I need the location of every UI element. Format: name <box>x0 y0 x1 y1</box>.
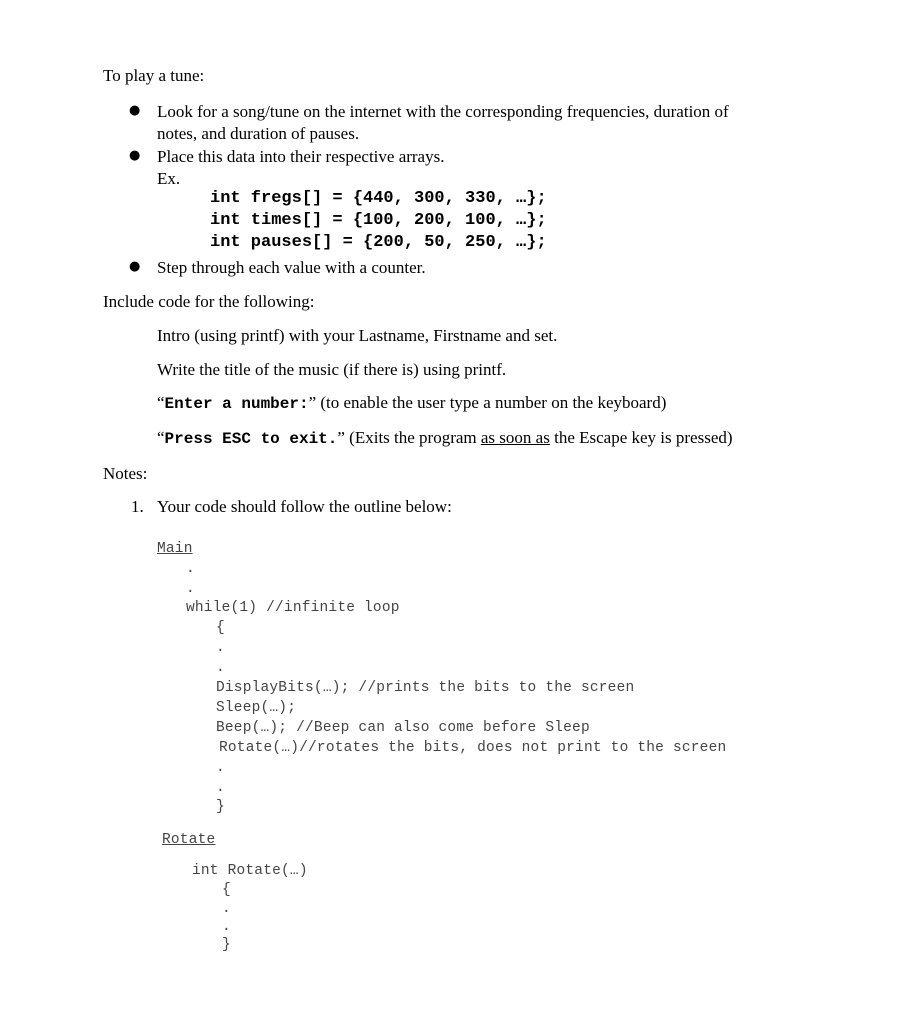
bullet-dot-icon: ● <box>129 259 141 274</box>
include-title: Write the title of the music (if there is) using printf. <box>157 360 507 379</box>
array-freqs-code: int fregs[] = {440, 300, 330, …}; <box>210 189 547 208</box>
example-label: Ex. <box>157 169 181 188</box>
notes-heading: Notes: <box>103 464 148 483</box>
quote-open: “ <box>157 428 165 447</box>
outline-beep-line: Beep(…); //Beep can also come before Sleep <box>216 720 590 736</box>
outline-close-brace: } <box>216 799 225 815</box>
outline-main-label: Main <box>157 541 193 557</box>
array-pauses-code: int pauses[] = {200, 50, 250, …}; <box>210 233 547 252</box>
bullet-2-text: Place this data into their respective arrays. <box>157 147 445 166</box>
enter-number-desc: ” (to enable the user type a number on the keyboard) <box>308 393 667 412</box>
outline-rotate-line: Rotate(…)//rotates the bits, does not print to the screen <box>219 740 727 756</box>
outline-dot: . <box>216 640 225 656</box>
outline-rotate-label: Rotate <box>162 832 216 848</box>
outline-dot: . <box>222 919 231 935</box>
bullet-3-text: Step through each value with a counter. <box>157 258 426 277</box>
outline-dot: . <box>186 581 195 597</box>
outline-close-brace: } <box>222 937 231 953</box>
outline-rotate-signature: int Rotate(…) <box>192 863 308 879</box>
outline-sleep-line: Sleep(…); <box>216 700 297 716</box>
press-esc-desc-end: the Escape key is pressed) <box>549 428 733 447</box>
include-press-esc <box>157 428 733 448</box>
outline-dot: . <box>216 780 225 796</box>
outline-open-brace: { <box>216 620 225 636</box>
bullet-dot-icon: ● <box>129 148 141 163</box>
press-esc-desc: ” (Exits the program <box>337 428 481 447</box>
outline-while-line: while(1) //infinite loop <box>186 600 400 616</box>
press-esc-code: Press ESC to exit. <box>164 430 338 448</box>
outline-displaybits-line: DisplayBits(…); //prints the bits to the screen <box>216 680 635 696</box>
outline-dot: . <box>222 901 231 917</box>
outline-dot: . <box>186 561 195 577</box>
intro-heading: To play a tune: <box>103 66 205 85</box>
quote-open: “ <box>157 393 165 412</box>
array-times-code: int times[] = {100, 200, 100, …}; <box>210 211 547 230</box>
bullet-dot-icon: ● <box>129 103 141 118</box>
enter-number-code: Enter a number: <box>164 395 309 413</box>
note-1-text: Your code should follow the outline below: <box>157 497 452 516</box>
include-enter-number <box>157 393 666 413</box>
bullet-1-line-2: notes, and duration of pauses. <box>157 124 360 143</box>
outline-dot: . <box>216 760 225 776</box>
include-intro: Intro (using printf) with your Lastname, Firstname and set. <box>157 326 558 345</box>
include-heading: Include code for the following: <box>103 292 315 311</box>
outline-dot: . <box>216 660 225 676</box>
note-1-number: 1. <box>131 497 144 516</box>
outline-open-brace: { <box>222 882 231 898</box>
as-soon-as-underlined: as soon as <box>480 428 550 447</box>
bullet-1-line-1: Look for a song/tune on the internet with the corresponding frequencies, duration of <box>157 102 729 121</box>
